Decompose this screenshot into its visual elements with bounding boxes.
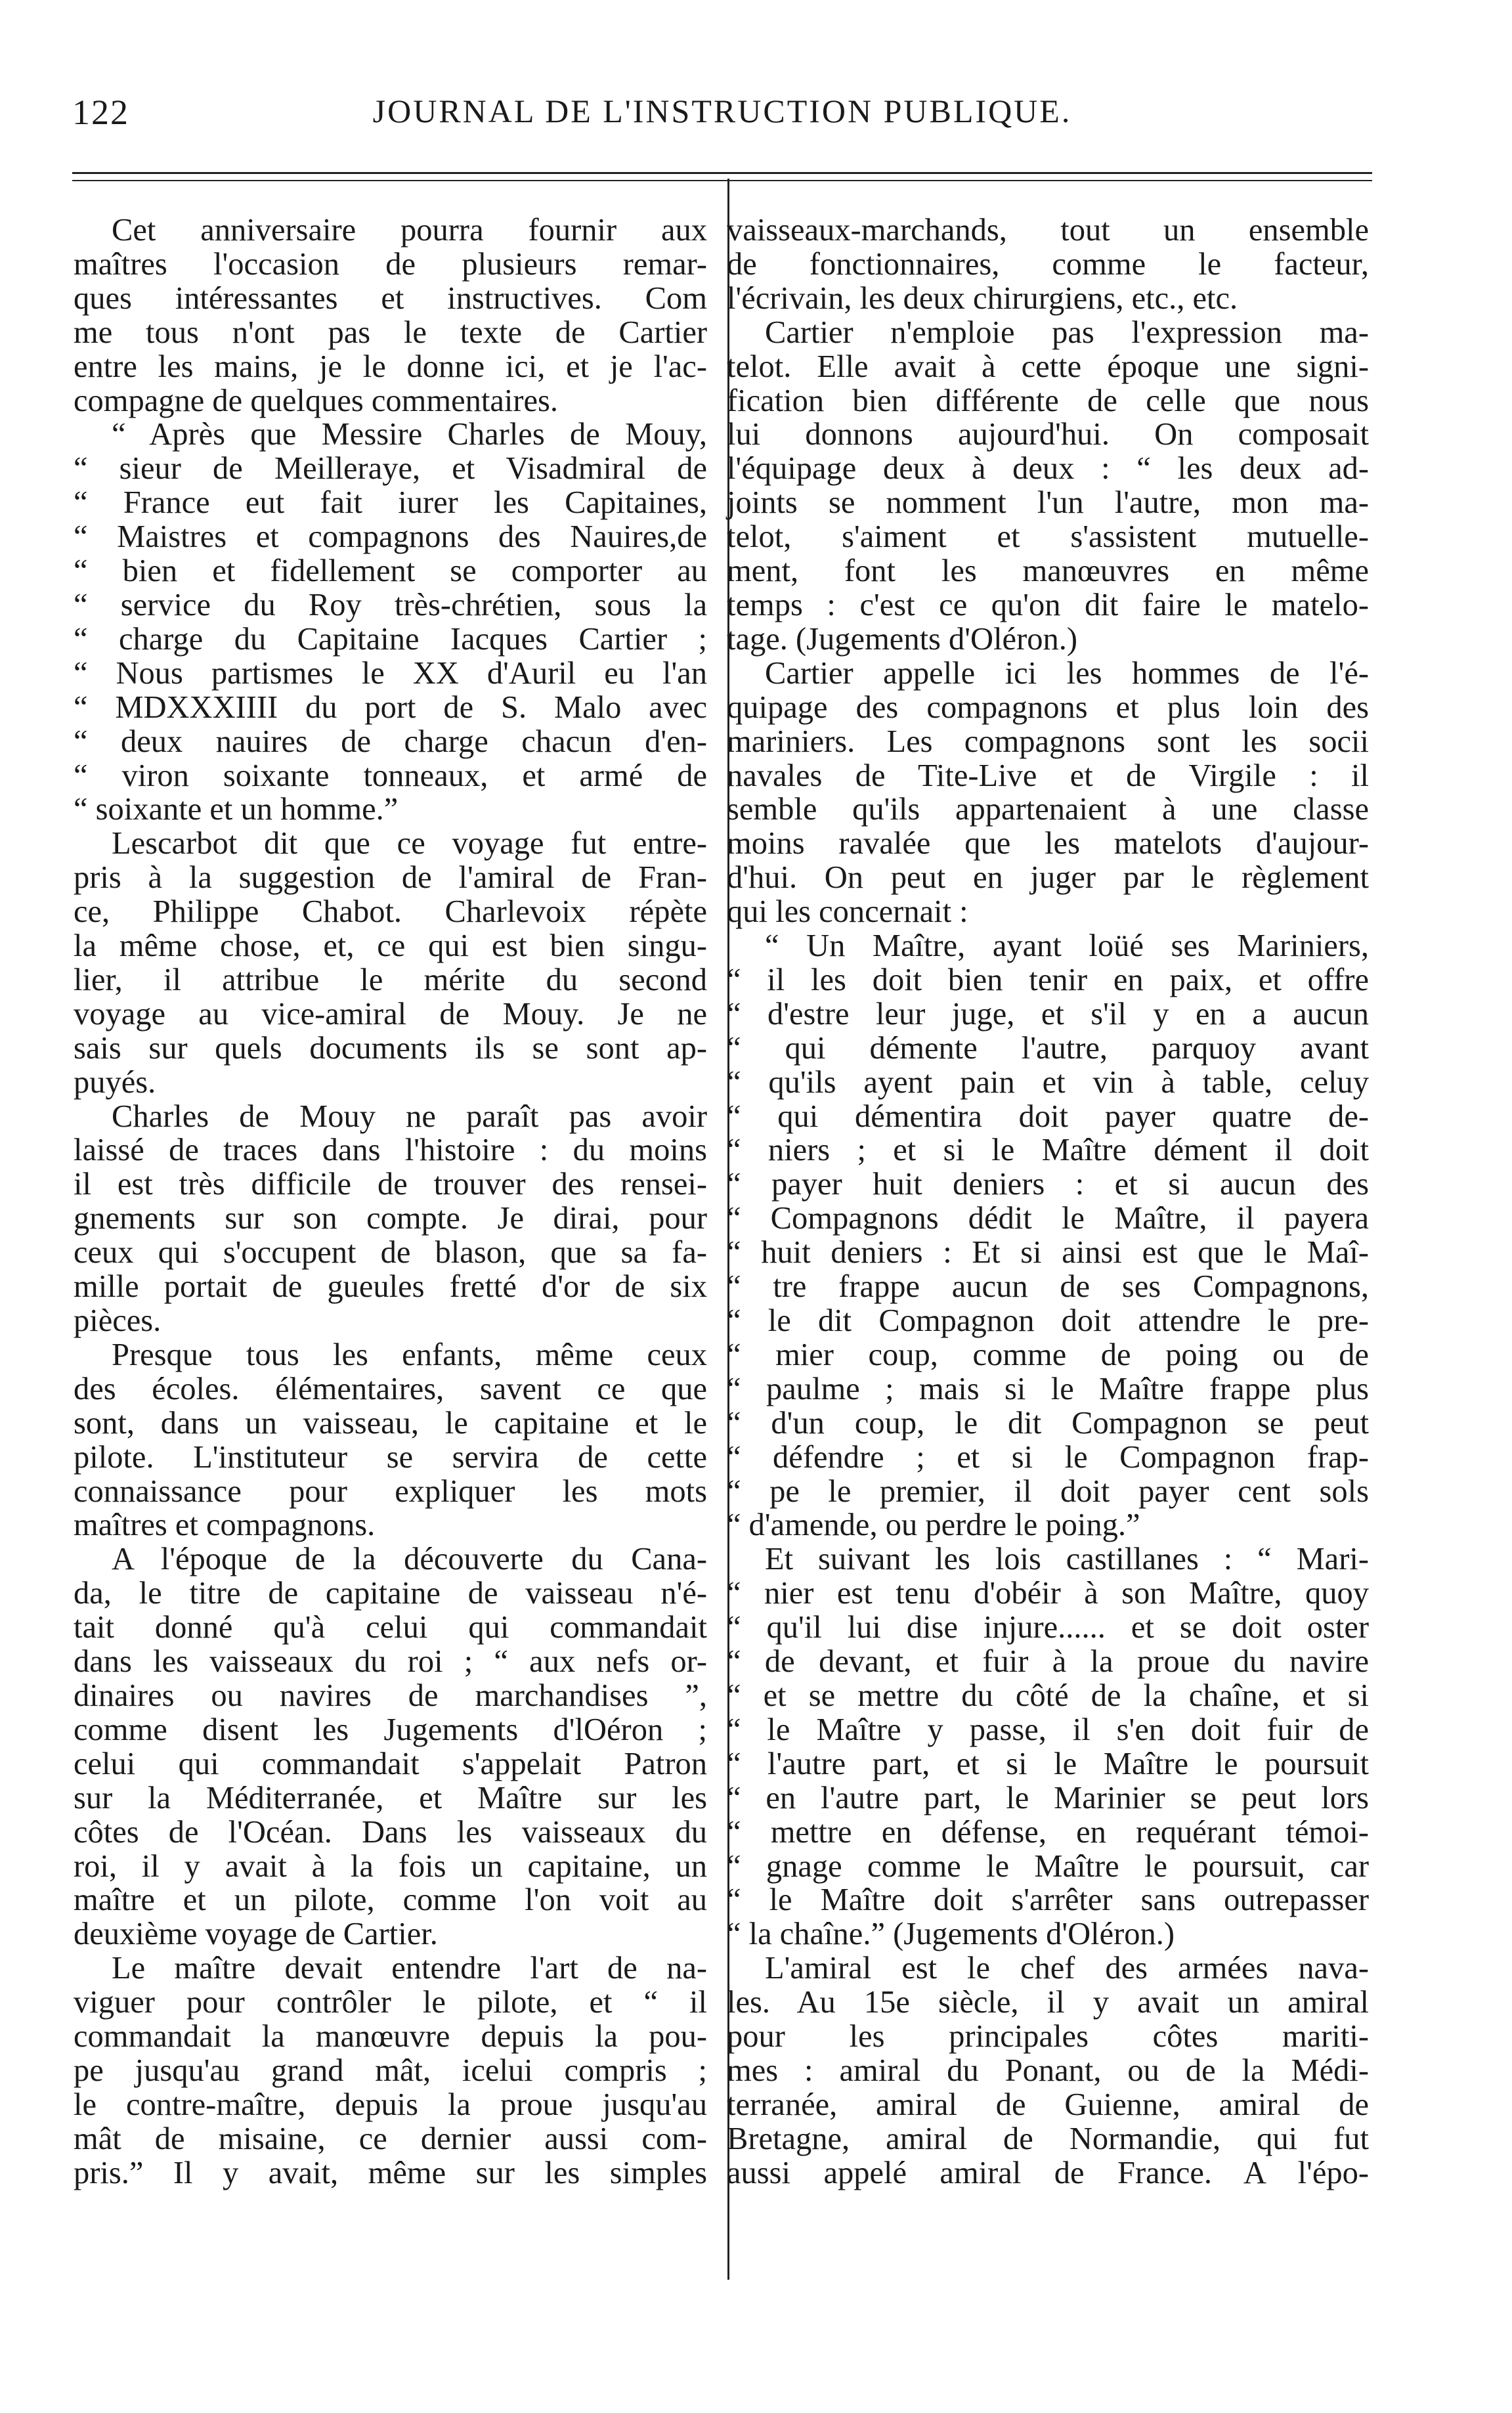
- text-line: “ d'amende, ou perdre le poing.”: [727, 1508, 1140, 1543]
- text-line: “ Un Maître, ayant loüé ses Mariniers,: [765, 928, 1369, 964]
- text-line: tait donné qu'à celui qui commandait: [74, 1610, 707, 1645]
- running-title: JOURNAL DE L'INSTRUCTION PUBLIQUE.: [372, 93, 1072, 129]
- text-line: ce, Philippe Chabot. Charlevoix répète: [74, 894, 707, 930]
- text-line: pris à la suggestion de l'amiral de Fran-: [74, 860, 707, 896]
- text-line: “ Maistres et compagnons des Nauires,de: [74, 519, 707, 555]
- left-column: [74, 213, 707, 2190]
- text-line: L'amiral est le chef des armées nava-: [765, 1951, 1369, 1986]
- text-line: sur la Méditerranée, et Maître sur les: [74, 1780, 707, 1815]
- text-line: maîtres l'occasion de plusieurs remar-: [74, 246, 707, 282]
- text-line: Cartier n'emploie pas l'expression ma-: [765, 315, 1369, 350]
- text-line: sont, dans un vaisseau, le capitaine et le: [74, 1405, 707, 1441]
- text-line: entre les mains, je le donne ici, et je l'ac-: [74, 349, 707, 384]
- text-line: “ l'autre part, et si le Maître le poursuit: [727, 1746, 1369, 1781]
- text-line: pièces.: [74, 1303, 162, 1338]
- text-line: “ charge du Capitaine Iacques Cartier ;: [74, 621, 707, 657]
- text-line: dinaires ou navires de marchandises ”,: [74, 1678, 707, 1713]
- text-line: “ de devant, et fuir à la proue du navire: [727, 1644, 1369, 1680]
- text-line: les. Au 15e siècle, il y avait un amiral: [727, 1985, 1369, 2020]
- text-line: “ payer huit deniers : et si aucun des: [727, 1167, 1369, 1202]
- text-line: puyés.: [74, 1064, 156, 1100]
- text-line: joints se nomment l'un l'autre, mon ma-: [727, 485, 1369, 521]
- text-line: voyage au vice-amiral de Mouy. Je ne: [74, 996, 707, 1032]
- text-line: “ France eut fait iurer les Capitaines,: [74, 485, 707, 521]
- text-line: Bretagne, amiral de Normandie, qui fut: [727, 2121, 1369, 2156]
- text-line: “ viron soixante tonneaux, et armé de: [74, 758, 707, 793]
- text-line: “ le dit Compagnon doit attendre le pre-: [727, 1303, 1369, 1338]
- text-line: “ Nous partismes le XX d'Auril eu l'an: [74, 655, 707, 691]
- text-line: Et suivant les lois castillanes : “ Mari-: [765, 1542, 1369, 1577]
- text-line: “ qui démentira doit payer quatre de-: [727, 1098, 1369, 1134]
- text-line: il est très difficile de trouver des rensei-: [74, 1167, 707, 1202]
- text-line: ment, font les manœuvres en même: [727, 554, 1369, 589]
- text-line: qui les concernait :: [727, 894, 968, 930]
- text-line: Cet anniversaire pourra fournir aux: [112, 213, 707, 248]
- text-line: lui donnons aujourd'hui. On composait: [727, 417, 1369, 452]
- text-line: mille portait de gueules fretté d'or de six: [74, 1269, 707, 1305]
- header-rule-thin: [72, 180, 1372, 181]
- text-line: “ il les doit bien tenir en paix, et offre: [727, 962, 1369, 997]
- text-line: “ sieur de Meilleraye, et Visadmiral de: [74, 451, 707, 487]
- text-line: “ le Maître doit s'arrêter sans outrepasser: [727, 1882, 1369, 1918]
- text-line: de fonctionnaires, comme le facteur,: [727, 246, 1369, 282]
- text-line: pour les principales côtes mariti-: [727, 2019, 1369, 2054]
- page-number: 122: [72, 93, 129, 132]
- header-rule: [72, 172, 1372, 174]
- text-line: mes : amiral du Ponant, ou de la Médi-: [727, 2053, 1369, 2088]
- text-line: “ qu'ils ayent pain et vin à table, celuy: [727, 1064, 1369, 1100]
- text-line: telot. Elle avait à cette époque une signi-: [727, 349, 1369, 384]
- text-line: “ MDXXXIIII du port de S. Malo avec: [74, 689, 707, 725]
- text-line: sais sur quels documents ils se sont ap-: [74, 1030, 707, 1066]
- text-line: pris.” Il y avait, même sur les simples: [74, 2155, 707, 2190]
- text-line: celui qui commandait s'appelait Patron: [74, 1746, 707, 1781]
- text-line: la même chose, et, ce qui est bien singu-: [74, 928, 707, 964]
- text-line: “ d'un coup, le dit Compagnon se peut: [727, 1405, 1369, 1441]
- text-line: mariniers. Les compagnons sont les socii: [727, 724, 1369, 759]
- text-line: ceux qui s'occupent de blason, que sa fa-: [74, 1235, 707, 1271]
- text-line: temps : c'est ce qu'on dit faire le matelo-: [727, 587, 1369, 622]
- text-line: l'équipage deux à deux : “ les deux ad-: [727, 451, 1369, 487]
- text-line: “ pe le premier, il doit payer cent sols: [727, 1473, 1369, 1509]
- text-line: côtes de l'Océan. Dans les vaisseaux du: [74, 1814, 707, 1850]
- text-line: semble qu'ils appartenaient à une classe: [727, 792, 1369, 827]
- text-line: maîtres et compagnons.: [74, 1508, 376, 1543]
- text-line: “ qu'il lui dise injure...... et se doit oster: [727, 1610, 1369, 1645]
- text-line: tage. (Jugements d'Oléron.): [727, 621, 1077, 657]
- text-line: “ le Maître y passe, il s'en doit fuir de: [727, 1712, 1369, 1747]
- text-line: laissé de traces dans l'histoire : du moins: [74, 1133, 707, 1168]
- text-line: “ Après que Messire Charles de Mouy,: [112, 417, 707, 452]
- text-line: “ paulme ; mais si le Maître frappe plus: [727, 1371, 1369, 1406]
- text-line: telot, s'aiment et s'assistent mutuelle-: [727, 519, 1369, 555]
- text-line: mât de misaine, ce dernier aussi com-: [74, 2121, 707, 2156]
- text-line: “ service du Roy très-chrétien, sous la: [74, 587, 707, 622]
- text-line: commandait la manœuvre depuis la pou-: [74, 2019, 707, 2054]
- text-line: quipage des compagnons et plus loin des: [727, 689, 1369, 725]
- text-line: “ mettre en défense, en requérant témoi-: [727, 1814, 1369, 1850]
- text-line: “ bien et fidellement se comporter au: [74, 554, 707, 589]
- text-line: “ tre frappe aucun de ses Compagnons,: [727, 1269, 1369, 1305]
- text-line: “ défendre ; et si le Compagnon frap-: [727, 1439, 1369, 1475]
- text-line: deuxième voyage de Cartier.: [74, 1917, 438, 1952]
- text-line: da, le titre de capitaine de vaisseau n'é-: [74, 1576, 707, 1611]
- text-line: “ nier est tenu d'obéir à son Maître, quoy: [727, 1576, 1369, 1611]
- text-line: fication bien différente de celle que nous: [727, 383, 1369, 418]
- right-column: [727, 213, 1369, 2190]
- text-line: navales de Tite-Live et de Virgile : il: [727, 758, 1369, 793]
- text-line: moins ravalée que les matelots d'aujour-: [727, 826, 1369, 861]
- text-line: A l'époque de la découverte du Cana-: [112, 1542, 707, 1577]
- text-line: Lescarbot dit que ce voyage fut entre-: [112, 826, 707, 861]
- text-line: “ Compagnons dédit le Maître, il payera: [727, 1201, 1369, 1236]
- text-line: pilote. L'instituteur se servira de cette: [74, 1439, 707, 1475]
- text-line: pe jusqu'au grand mât, icelui compris ;: [74, 2053, 707, 2088]
- text-line: “ huit deniers : Et si ainsi est que le Maî-: [727, 1235, 1369, 1271]
- text-line: “ mier coup, comme de poing ou de: [727, 1337, 1369, 1372]
- text-line: des écoles. élémentaires, savent ce que: [74, 1371, 707, 1406]
- text-line: maître et un pilote, comme l'on voit au: [74, 1882, 707, 1918]
- text-line: ques intéressantes et instructives. Com: [74, 280, 707, 316]
- text-line: le contre-maître, depuis la proue jusqu'au: [74, 2087, 707, 2122]
- page-header: [72, 92, 1372, 144]
- text-line: me tous n'ont pas le texte de Cartier: [74, 315, 707, 350]
- text-line: terranée, amiral de Guienne, amiral de: [727, 2087, 1369, 2122]
- text-line: “ en l'autre part, le Marinier se peut lors: [727, 1780, 1369, 1815]
- text-line: gnements sur son compte. Je dirai, pour: [74, 1201, 707, 1236]
- text-line: viguer pour contrôler le pilote, et “ il: [74, 1985, 707, 2020]
- text-line: comme disent les Jugements d'lOéron ;: [74, 1712, 707, 1747]
- text-line: “ qui démente l'autre, parquoy avant: [727, 1030, 1369, 1066]
- text-line: “ soixante et un homme.”: [74, 792, 399, 827]
- text-line: roi, il y avait à la fois un capitaine, un: [74, 1848, 707, 1884]
- text-line: Presque tous les enfants, même ceux: [112, 1337, 707, 1372]
- text-line: “ et se mettre du côté de la chaîne, et si: [727, 1678, 1369, 1713]
- text-line: “ d'estre leur juge, et s'il y en a aucun: [727, 996, 1369, 1032]
- text-line: “ deux nauires de charge chacun d'en-: [74, 724, 707, 759]
- text-line: Charles de Mouy ne paraît pas avoir: [112, 1098, 707, 1134]
- text-line: vaisseaux-marchands, tout un ensemble: [727, 213, 1369, 248]
- text-line: d'hui. On peut en juger par le règlement: [727, 860, 1369, 896]
- text-line: compagne de quelques commentaires.: [74, 383, 559, 418]
- text-line: l'écrivain, les deux chirurgiens, etc., etc.: [727, 280, 1238, 316]
- text-line: Le maître devait entendre l'art de na-: [112, 1951, 707, 1986]
- text-line: “ gnage comme le Maître le poursuit, car: [727, 1848, 1369, 1884]
- text-line: connaissance pour expliquer les mots: [74, 1473, 707, 1509]
- text-line: Cartier appelle ici les hommes de l'é-: [765, 655, 1369, 691]
- text-line: “ niers ; et si le Maître dément il doit: [727, 1133, 1369, 1168]
- text-line: “ la chaîne.” (Jugements d'Oléron.): [727, 1917, 1175, 1952]
- text-line: dans les vaisseaux du roi ; “ aux nefs or-: [74, 1644, 707, 1680]
- text-line: lier, il attribue le mérite du second: [74, 962, 707, 997]
- text-line: aussi appelé amiral de France. A l'épo-: [727, 2155, 1369, 2190]
